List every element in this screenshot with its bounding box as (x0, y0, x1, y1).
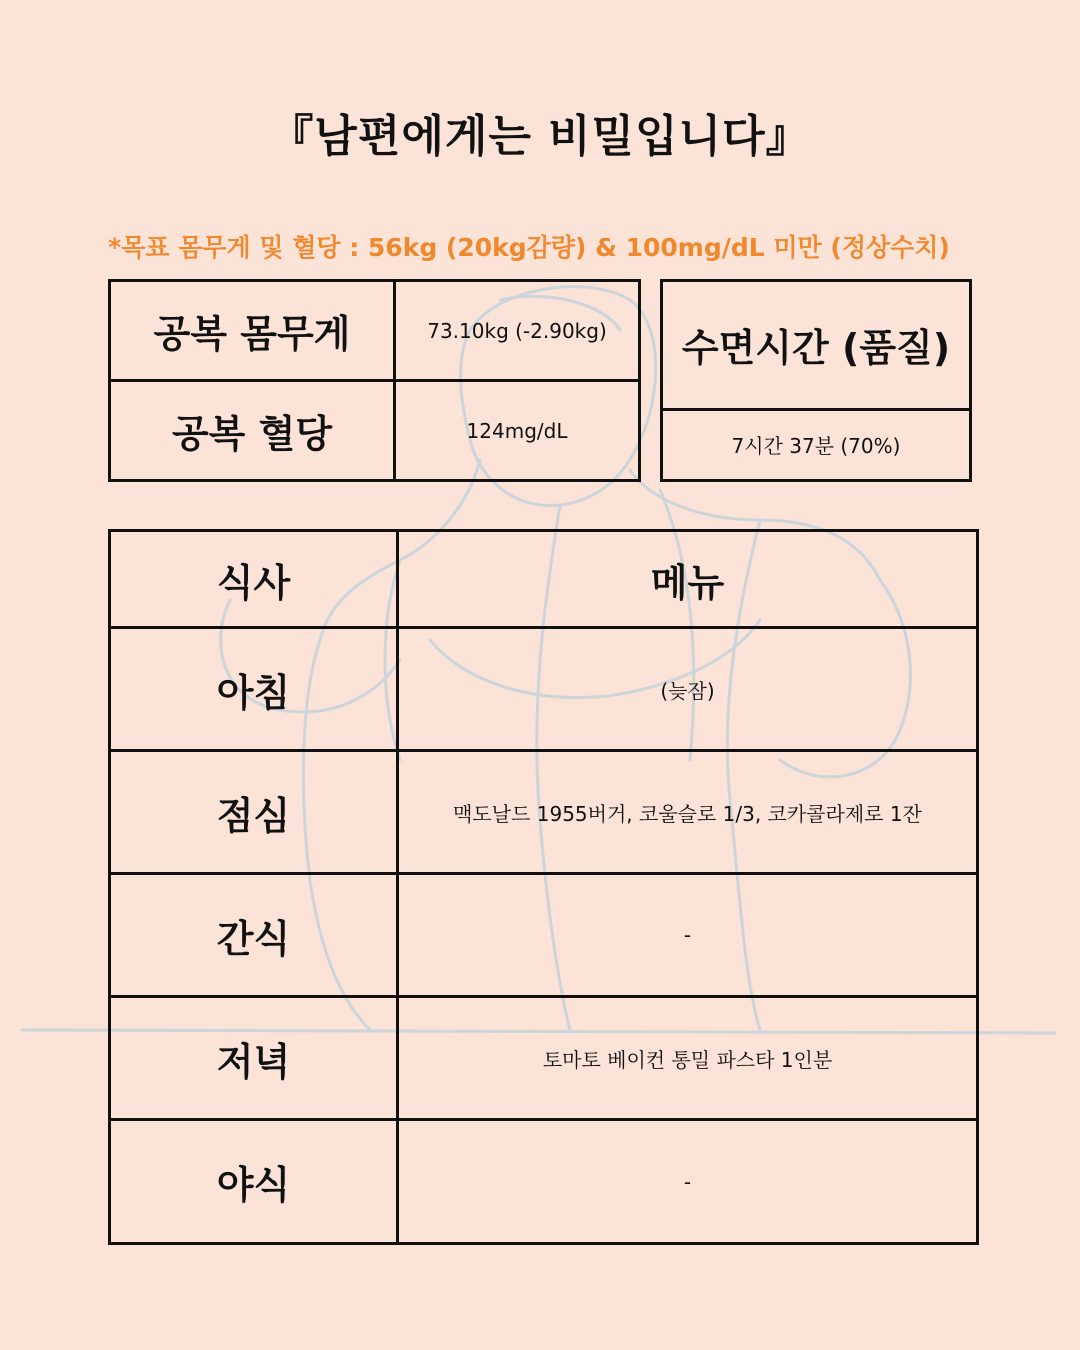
table-row (110, 381, 640, 481)
weight-value: 73.10kg (-2.90kg) (395, 281, 640, 381)
sleep-value: 7시간 37분 (70%) (662, 409, 971, 480)
menu-breakfast: (늦잠) (398, 628, 978, 751)
meal-table (108, 529, 979, 1245)
table-row (110, 281, 640, 381)
header-menu: 메뉴 (398, 531, 978, 628)
meal-label-breakfast: 아침 (110, 628, 398, 751)
table-row (110, 874, 978, 997)
meal-label-dinner: 저녁 (110, 997, 398, 1120)
goal-note: *목표 몸무게 및 혈당 : 56kg (20kg감량) & 100mg/dL 미만 (정상수치) (108, 233, 950, 262)
table-row (110, 997, 978, 1120)
meal-label-snack: 간식 (110, 874, 398, 997)
glucose-label: 공복 혈당 (110, 381, 395, 481)
weight-label: 공복 몸무게 (110, 281, 395, 381)
meal-label-late-snack: 야식 (110, 1120, 398, 1244)
table-row (662, 409, 971, 480)
menu-late-snack: - (398, 1120, 978, 1244)
header-meal: 식사 (110, 531, 398, 628)
table-row (662, 281, 971, 410)
table-row (110, 751, 978, 874)
fasting-stats-table (108, 279, 641, 482)
sleep-label: 수면시간 (품질) (662, 281, 971, 410)
meal-label-lunch: 점심 (110, 751, 398, 874)
menu-dinner: 토마토 베이컨 통밀 파스타 1인분 (398, 997, 978, 1120)
meal-table-header (110, 531, 978, 628)
menu-lunch: 맥도날드 1955버거, 코울슬로 1/3, 코카콜라제로 1잔 (398, 751, 978, 874)
glucose-value: 124mg/dL (395, 381, 640, 481)
menu-snack: - (398, 874, 978, 997)
sleep-table (660, 279, 972, 482)
table-row (110, 1120, 978, 1244)
table-row (110, 628, 978, 751)
page-title: 『남편에게는 비밀입니다』 (269, 111, 811, 162)
